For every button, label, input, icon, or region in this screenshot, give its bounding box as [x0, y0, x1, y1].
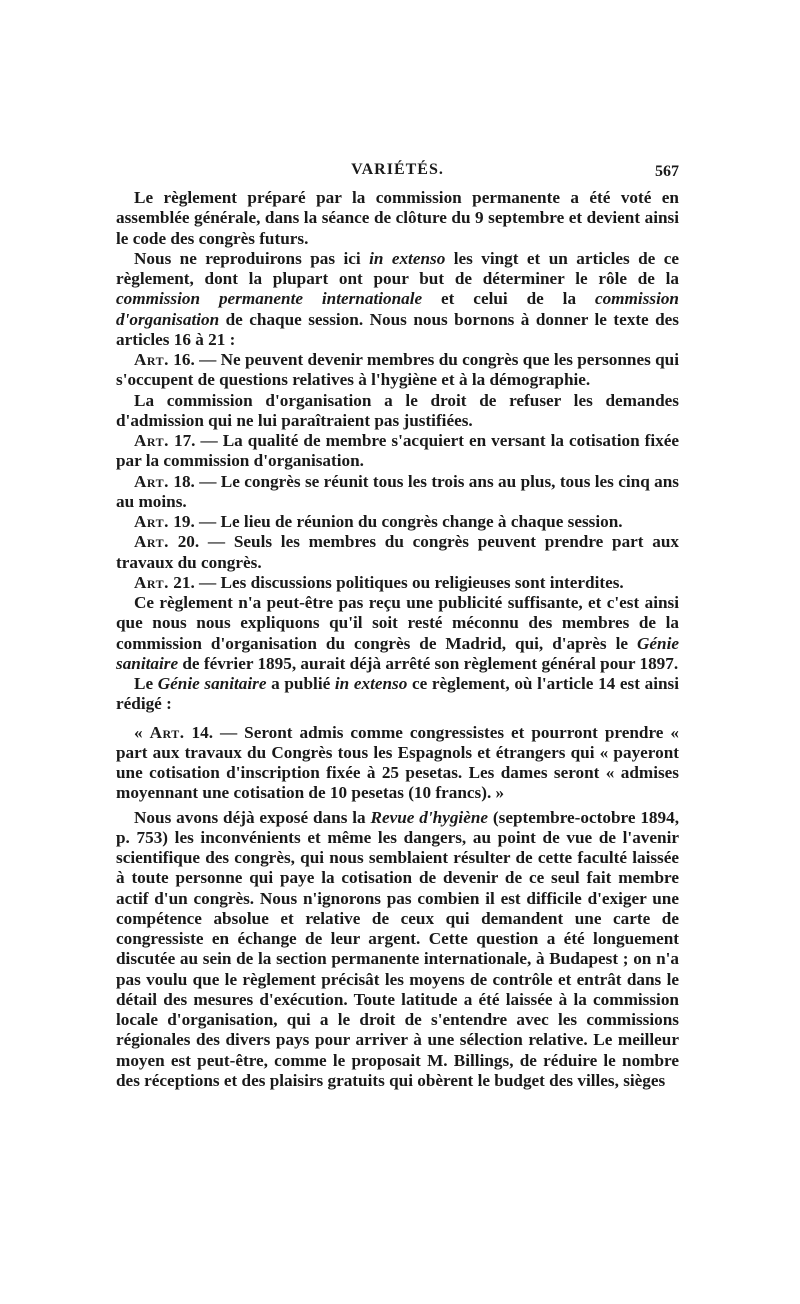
article-label: Art.	[134, 532, 169, 552]
text-run: Nous ne reproduirons pas ici	[134, 248, 370, 268]
text-run: 17. — La qualité de membre s'acquiert en versant la cotisation fixée par la commission d'organisation.	[116, 431, 679, 471]
paragraph	[116, 593, 679, 674]
body-text	[116, 188, 679, 1091]
paragraph	[116, 249, 679, 350]
text-run: a publié	[266, 674, 335, 693]
italic-run: in extenso	[369, 248, 446, 268]
text-run: Le	[134, 674, 158, 693]
text-run: Nous avons déjà exposé dans la	[134, 807, 371, 827]
italic-run: Génie sanitaire	[157, 674, 267, 693]
text-run: 21. — Les discussions politiques ou religieuses sont interdites.	[168, 572, 624, 592]
paragraph: La commission d'organisation a le droit de refuser les demandes d'admission qui ne lui paraîtraient pas justifiées.	[116, 390, 679, 430]
paragraph	[116, 674, 679, 715]
text-run: de chaque session. Nous nous bornons à donner le texte des articles 16 à 21 :	[116, 309, 679, 349]
article-16	[116, 350, 679, 391]
text-run: ce règlement, où l'article 14 est ainsi rédigé :	[116, 674, 679, 714]
paragraph	[116, 808, 679, 1092]
italic-run: Génie sanitaire	[116, 633, 679, 673]
text-run: 20. — Seuls les membres du congrès peuvent prendre part aux travaux du congrès.	[116, 532, 679, 572]
quote-mark: «	[134, 722, 150, 742]
article-label: Art.	[134, 431, 169, 450]
text-run: 16. — Ne peuvent devenir membres du congrès que les personnes qui s'occupent de questions relatives à l'hygiène et à la démographie.	[116, 350, 679, 390]
italic-run: commission permanente internationale	[116, 289, 423, 309]
article-label: Art.	[134, 350, 169, 369]
quoted-article-14	[116, 723, 679, 804]
article-18	[116, 472, 679, 513]
article-label: Art.	[134, 572, 169, 592]
article-label: Art.	[134, 471, 169, 491]
text-run: les vingt et un articles de ce règlement, dont la plupart ont pour but de déterminer le rôle de la	[116, 248, 679, 288]
article-label: Art.	[134, 512, 169, 531]
article-21	[116, 573, 679, 593]
text-run: (septembre-octobre 1894, p. 753) les inconvénients et même les dangers, au point de vue de l'avenir scientifique des congrès, qui nous semblaient résulter de cette faculté laissée à toute personne qui paye la cotisation de devenir de ce seul fait membre actif d'un congrès. Nous n'ignorons pas combien il est difficile d'exiger une compétence absolue et relative de ceux qui demandent une carte de congressiste en échange de leur argent. Cette question a été longuement discutée au sein de la section permanente internationale, à Budapest ; on n'a pas voulu que le règlement précisât les moyens de contrôle et entrât dans le détail des mesures d'exécution. Toute latitude a été laissée à la commission locale d'organisation, qui a le droit de s'entendre avec les commissions régionales des divers pays pour arriver à une sélection relative. Le meilleur moyen est peut-être, comme le proposait M. Billings, de réduire le nombre des réceptions et des plaisirs gratuits qui obèrent le budget des villes, sièges	[116, 807, 679, 1090]
italic-run: in extenso	[334, 674, 408, 693]
article-label: Art.	[149, 722, 185, 742]
text-run: de février 1895, aurait déjà arrêté son règlement général pour 1897.	[178, 653, 679, 673]
italic-run: commission d'organisation	[116, 289, 679, 329]
text-run: 18. — Le congrès se réunit tous les trois ans au plus, tous les cinq ans au moins.	[116, 471, 679, 511]
article-17	[116, 431, 679, 472]
text-run: 14. — Seront admis comme congressistes et pourront prendre « part aux travaux du Congrès tous les Espagnols et étrangers qui « payeront une cotisation d'inscription fixée à 25 pesetas. Les dames seront « admises moyennant une cotisation de 10 pesetas (10 francs). »	[116, 722, 680, 803]
text-run: Ce règlement n'a peut-être pas reçu une publicité suffisante, et c'est ainsi que nous nous expliquons qu'il soit resté méconnu des membres de la commission d'organisation du congrès de Madrid, qui, d'après le	[116, 593, 679, 653]
text-run: 19. — Le lieu de réunion du congrès change à chaque session.	[168, 512, 623, 531]
text-run: et celui de la	[422, 289, 595, 309]
page-number: 567	[655, 163, 679, 180]
running-title: VARIÉTÉS.	[351, 161, 444, 178]
page-header	[116, 159, 679, 185]
article-20	[116, 532, 679, 573]
article-19	[116, 512, 679, 532]
italic-run: Revue d'hygiène	[370, 807, 489, 827]
paragraph: Le règlement préparé par la commission permanente a été voté en assemblée générale, dans la séance de clôture du 9 septembre et devient ainsi le code des congrès futurs.	[116, 188, 679, 248]
